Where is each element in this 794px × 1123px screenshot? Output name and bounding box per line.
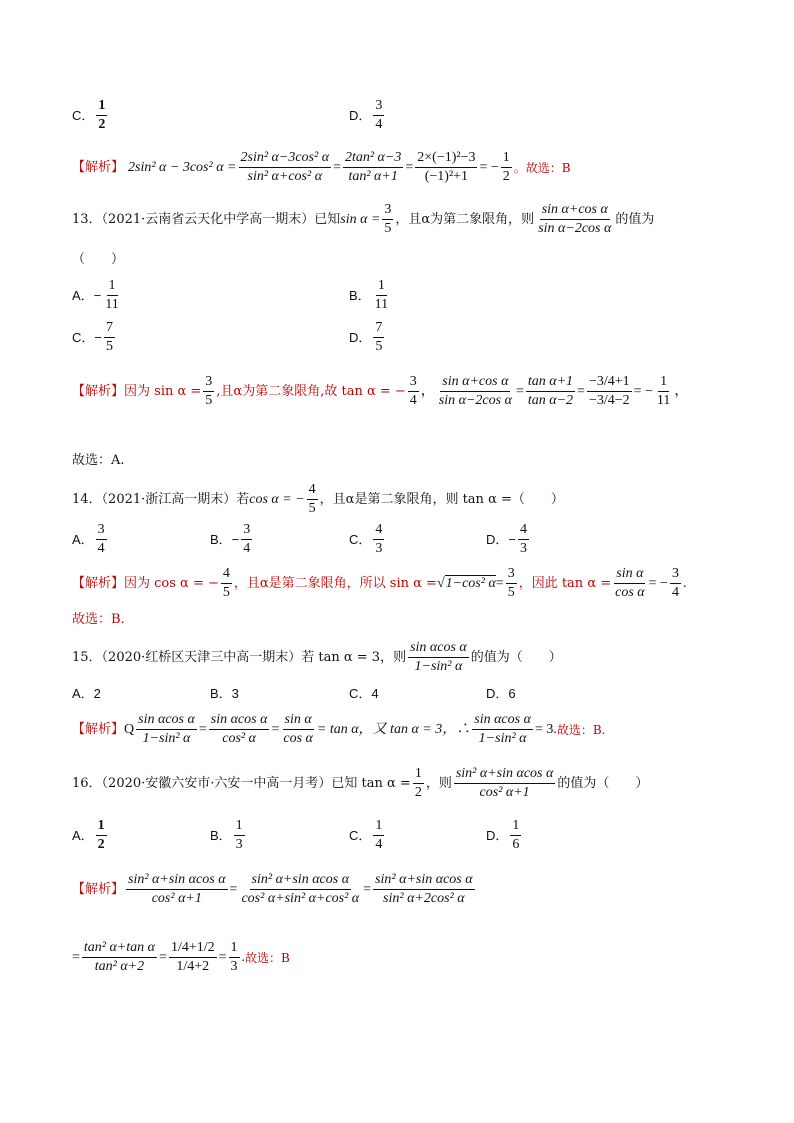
q12-option-d: D． $\frac{3}{4}$ xyxy=(349,98,383,132)
q13-option-c: C．− $\frac{7}{5}$ xyxy=(72,320,113,354)
q13-analysis: 【解析】 因为 sin α = $\frac{3}{5}$ ,且α为第二象限角,故 tan α = − $\frac{3}{4}$ ， $\frac{\text{sin α+cos α}}{\text{sin α−2cos α}}$ = $\frac{\text{tan α+1}}{\text{tan α−2}}$ = $\frac{-3/4+1}{-3/4-2}$ = − $\frac{1}{11}$ ， xyxy=(72,374,689,408)
q14-option-d: D．− $\frac{4}{3}$ xyxy=(486,522,527,556)
q15-option-b: B．3 xyxy=(210,686,239,701)
q12-option-c: C． $\frac{1}{2}$ xyxy=(72,98,106,132)
q12-option-c-value: $\frac{1}{2}$ xyxy=(98,98,106,132)
q16-option-a: A． $\frac{1}{2}$ xyxy=(72,818,105,852)
q15-option-a: A．2 xyxy=(72,686,101,701)
q14-stem: 14．（2021·浙江高一期末）若 cos α = − $\frac{4}{5}$ ，且α是第二象限角，则 tan α =（ ） xyxy=(72,482,564,516)
q13-stem: 13．（2021·云南省云天化中学高一期末）已知 sin α = $\frac{3}{5}$ ，且α为第二象限角，则 $\frac{\text{sin α+cos α}}{\text{sin α−2cos α}}$ 的值为 xyxy=(72,202,655,236)
q16-analysis-line2: = $\frac{\text{tan² α+tan α}}{\text{tan² α+2}}$ = $\frac{1/4+1/2}{1/4+2}$ = $\frac{1}{3}$ . 故选：B xyxy=(72,940,290,974)
q16-option-c: C． $\frac{1}{4}$ xyxy=(349,818,383,852)
q14-option-b: B．− $\frac{3}{4}$ xyxy=(210,522,251,556)
q13-option-b: B． $\frac{1}{11}$ xyxy=(349,278,389,312)
q14-option-c: C． $\frac{4}{3}$ xyxy=(349,522,383,556)
q16-stem: 16．（2020·安徽六安市·六安一中高一月考）已知 tan α = $\frac{1}{2}$ ，则 $\frac{\text{sin² α+sin αcos α}}{\text{cos² α+1}}$ 的值为（ ） xyxy=(72,766,649,800)
q13-option-d: D． $\frac{7}{5}$ xyxy=(349,320,383,354)
q15-option-c: C．4 xyxy=(349,686,379,701)
q15-option-d: D．6 xyxy=(486,686,516,701)
q14-analysis: 【解析】 因为 cos α = − $\frac{4}{5}$ ，且α是第二象限角，所以 sin α = √ 1−cos² α = $\frac{3}{5}$ ，因此 tan α = $\frac{\text{sin α}}{\text{cos α}}$ = − $\frac{3}{4}$ . xyxy=(72,566,687,600)
q14-option-a: A． $\frac{3}{4}$ xyxy=(72,522,105,556)
q16-analysis-line1: 【解析】 $\frac{\text{sin² α+sin αcos α}}{\text{cos² α+1}}$ = $\frac{\text{sin² α+sin αcos α}}{\text{cos² α+sin² α+cos² α}}$ = $\frac{\text{sin² α+sin αcos α}}{\text{sin² α+2cos² α}}$ xyxy=(72,872,473,906)
q15-analysis: 【解析】 Q $\frac{\text{sin αcos α}}{\text{1−sin² α}}$ = $\frac{\text{sin αcos α}}{\text{cos² α}}$ = $\frac{\text{sin α}}{\text{cos α}}$ = tan α，又 tan α = 3，∴ $\frac{\text{sin αcos α}}{\text{1−sin² α}}$ = 3. 故选：B. xyxy=(72,712,606,746)
q16-option-b: B． $\frac{1}{3}$ xyxy=(210,818,243,852)
q13-answer-paren: （ ） xyxy=(72,252,125,267)
q12-option-d-value: $\frac{3}{4}$ xyxy=(375,98,383,132)
q14-answer: 故选：B. xyxy=(72,612,125,627)
q16-option-d: D． $\frac{1}{6}$ xyxy=(486,818,520,852)
q12-analysis: 【解析】 2sin² α − 3cos² α = $\frac{\text{2sin² α−3cos² α}}{\text{sin² α+cos² α}}$ = $\frac{\text{2tan² α−3}}{\text{tan² α+1}}$ = $\frac{\text{2×(−1)²−3}}{\text{(−1)²+1}}$ = − $\frac{1}{2}$ 。故选：B xyxy=(72,150,571,184)
q13-option-a: A．− $\frac{1}{11}$ xyxy=(72,278,119,312)
q15-stem: 15．（2020·红桥区天津三中高一期末）若 tan α = 3，则 $\frac{\text{sin αcos α}}{\text{1−sin² α}}$ 的值为（ ） xyxy=(72,640,562,674)
q13-answer: 故选：A. xyxy=(72,453,125,468)
